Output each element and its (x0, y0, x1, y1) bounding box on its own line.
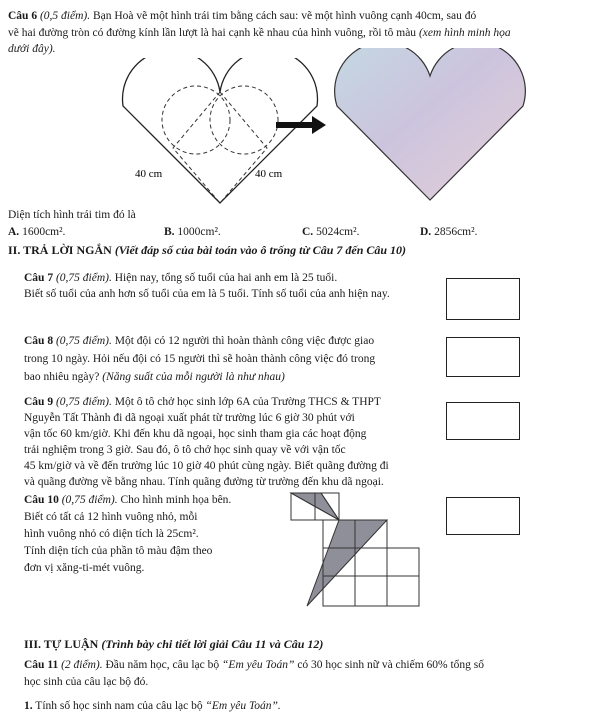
q10-grid-figure (286, 488, 426, 618)
q10-text-2: Biết có tất cả 12 hình vuông nhỏ, mỗi (24, 511, 198, 523)
q10-text-1: Cho hình minh họa bên. (120, 494, 232, 506)
q6-option-a: A. 1600cm². (8, 226, 66, 238)
q10-text-5: đơn vị xăng-ti-mét vuông. (24, 562, 145, 574)
section-3-note: (Trình bày chi tiết lời giải Câu 11 và Câu 12) (101, 637, 324, 651)
section-3-heading (24, 637, 323, 652)
q7-text-1: Hiện nay, tổng số tuổi của hai anh em là 25 tuổi. (114, 272, 338, 284)
q6-option-b: B. 1000cm². (164, 226, 221, 238)
q6-option-c: C. 5024cm². (302, 226, 360, 238)
q6-label-right: 40 cm (255, 168, 283, 180)
q6-option-d: D. 2856cm². (420, 226, 478, 238)
q9-text-2: Nguyễn Tất Thành đi dã ngoại xuất phát từ trường lúc 6 giờ 30 phút với (24, 412, 355, 424)
q6-line-1 (8, 9, 476, 24)
q8-line-3 (24, 370, 285, 385)
q11-sub1-num: 1. (24, 700, 33, 712)
q9-text-3: vận tốc 60 km/giờ. Khi đến khu dã ngoại, học sinh tham gia các hoạt động (24, 428, 367, 440)
q11-sub1-text: Tính số học sinh nam của câu lạc bộ (35, 700, 203, 712)
section-2-heading (8, 243, 406, 258)
grid-lines (291, 493, 419, 606)
q8-text-1: Một đội có 12 người thì hoàn thành công việc được giao (114, 335, 375, 347)
q6-text-1: Bạn Hoà vẽ một hình trái tim bằng cách sau: vẽ một hình vuông cạnh 40cm, sau đó (92, 10, 477, 22)
q10-label: Câu 10 (24, 494, 59, 506)
heart-filled (335, 48, 526, 200)
q6-label-left: 40 cm (135, 168, 163, 180)
q9-text-1: Một ô tô chở học sinh lớp 6A của Trường THCS & THPT (114, 396, 381, 408)
q8-answer-box[interactable] (446, 337, 520, 377)
q6-prompt: Diện tích hình trái tim đó là (8, 209, 136, 221)
q6-colored-heart-figure (325, 48, 535, 208)
q8-text-3: bao nhiêu ngày? (24, 371, 100, 383)
q6-label: Câu 6 (8, 10, 38, 22)
q9-text-6: và quãng đường về bằng nhau. Tính quãng đường từ trường đến khu dã ngoại. (24, 476, 384, 488)
q9-line-1 (24, 395, 381, 410)
q6-text-2b: (xem hình minh họa (418, 27, 511, 39)
q11-text-1a: Đầu năm học, câu lạc bộ (105, 659, 220, 671)
q9-text-4: trải nghiệm trong 3 giờ. Sau đó, ô tô chở học sinh quay về với vận tốc (24, 444, 346, 456)
q8-label: Câu 8 (24, 335, 54, 347)
q10-text-4: Tính diện tích của phần tô màu đậm theo (24, 545, 213, 557)
q8-points: (0,75 điểm). (55, 335, 112, 347)
q11-text-1b: có 30 học sinh nữ và chiếm 60% tổng số (297, 659, 485, 671)
q8-text-2: trong 10 ngày. Hỏi nếu đội có 15 người thì sẽ hoàn thành công việc đó trong (24, 353, 376, 365)
q7-points: (0,75 điểm). (55, 272, 112, 284)
q6-text-2a: vẽ hai đường tròn có đường kính lần lượt là hai cạnh kề nhau của hình vuông, rồi tô màu (8, 27, 417, 39)
q11-line-1 (24, 658, 484, 673)
q9-text-5: 45 km/giờ và về đến trường lúc 10 giờ 40 phút cùng ngày. Biết quãng đường đi (24, 460, 389, 472)
q10-answer-box[interactable] (446, 497, 520, 535)
q9-answer-box[interactable] (446, 402, 520, 440)
q7-line-1 (24, 271, 337, 286)
q7-label: Câu 7 (24, 272, 54, 284)
q11-club: “Em yêu Toán” (222, 659, 295, 671)
q6-line-2 (8, 26, 511, 41)
q9-label: Câu 9 (24, 396, 54, 408)
q7-answer-box[interactable] (446, 278, 520, 320)
q8-note: (Năng suất của mỗi người là như nhau) (102, 371, 285, 383)
q11-sub-1 (24, 699, 281, 714)
q11-text-2: học sinh của câu lạc bộ đó. (24, 676, 149, 688)
q11-label: Câu 11 (24, 659, 59, 671)
q9-points: (0,75 điểm). (55, 396, 112, 408)
section-2-note: (Viết đáp số của bài toán vào ô trống từ Câu 7 đến Câu 10) (114, 243, 407, 257)
q8-line-1 (24, 334, 374, 349)
q11-sub1-club: “Em yêu Toán”. (205, 700, 281, 712)
shaded-triangle-middle (307, 520, 387, 606)
q10-points: (0,75 điểm). (61, 494, 118, 506)
arrow-right-icon (276, 116, 328, 134)
q6-points: (0,5 điểm). (39, 10, 91, 22)
q6-text-3: dưới đây). (8, 43, 56, 55)
q7-text-2: Biết số tuổi của anh hơn số tuổi của em là 5 tuổi. Tính số tuổi của anh hiện nay. (24, 288, 390, 300)
section-2-title: II. TRẢ LỜI NGẮN (8, 243, 112, 257)
q10-text-3: hình vuông nhỏ có diện tích là 25cm². (24, 528, 199, 540)
q10-line-1 (24, 493, 231, 508)
q11-points: (2 điểm). (61, 659, 103, 671)
section-3-title: III. TỰ LUẬN (24, 637, 99, 651)
